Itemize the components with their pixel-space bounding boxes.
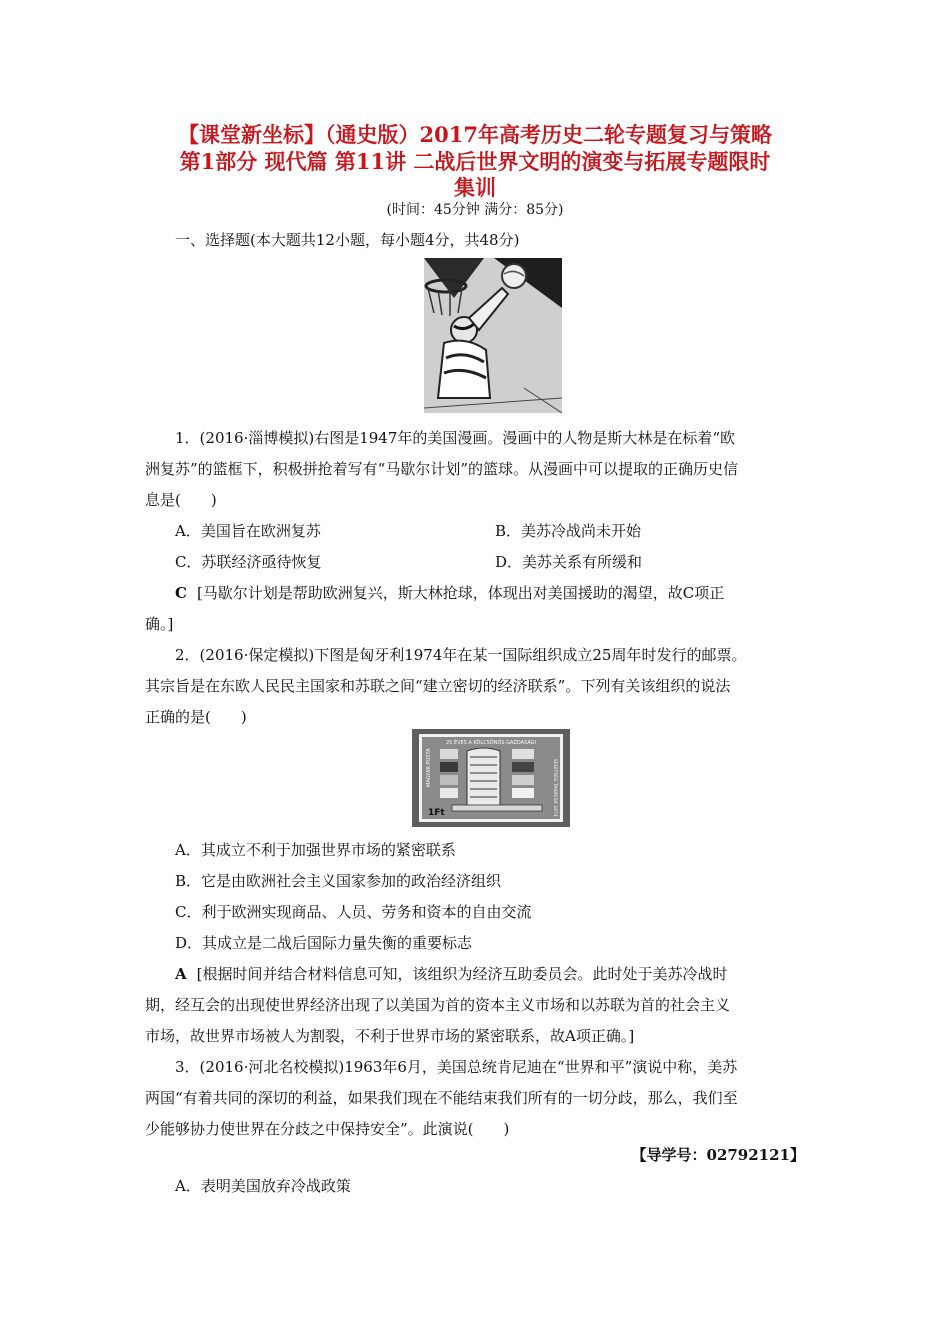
q2-option-d: D．其成立是二战后国际力量失衡的重要标志: [175, 934, 473, 952]
q1-answer-line1: [马歇尔计划是帮助欧洲复兴，斯大林抢球，体现出对美国援助的渴望，故C项正: [196, 584, 725, 602]
q1-option-b: B．美苏冷战尚未开始: [495, 522, 642, 540]
doc-title-line2: 第1部分 现代篇 第11讲 二战后世界文明的演变与拓展专题限时: [179, 149, 771, 174]
q3-line2: 两国“有着共同的深切的利益，如果我们现在不能结束我们所有的一切分歧，那么，我们至: [145, 1089, 738, 1107]
q3-line3: 少能够协力使世界在分歧之中保持安全”。此演说( ): [145, 1120, 510, 1138]
q2-option-c: C．利于欧洲实现商品、人员、劳务和资本的自由交流: [175, 903, 532, 921]
q2-answer-line3: 市场，故世界市场被人为割裂，不利于世界市场的紧密联系，故A项正确。]: [145, 1027, 635, 1045]
q3-line1: 3．(2016·河北名校模拟)1963年6月，美国总统肯尼迪在“世界和平”演说中称，美苏: [175, 1058, 738, 1076]
q1-answer-line2: 确。]: [145, 615, 174, 633]
q3-option-a: A．表明美国放弃冷战政策: [175, 1177, 351, 1195]
section-title: 一、选择题(本大题共12小题，每小题4分，共48分): [175, 231, 520, 249]
q2-line1: 2．(2016·保定模拟)下图是匈牙利1974年在某一国际组织成立25周年时发行的邮票。: [175, 646, 747, 664]
q2-answer-line1: [根据时间并结合材料信息可知，该组织为经济互助委员会。此时处于美苏冷战时: [196, 965, 728, 983]
stamp-left-text: MAGYAR POSTA: [426, 748, 432, 787]
q2-line3: 正确的是( ): [145, 708, 247, 726]
q1-answer-letter: C: [175, 584, 187, 602]
q1-answer: [175, 582, 724, 603]
stamp-top-text: 25 ÉVES A KÖLCSÖNÖS GAZDASÁGI: [445, 740, 537, 746]
q1-line1: 1．(2016·淄博模拟)右图是1947年的美国漫画。漫画中的人物是斯大林是在标着“欧: [175, 429, 736, 447]
stamp-value: 1Ft: [428, 808, 445, 818]
q1-option-c: C．苏联经济亟待恢复: [175, 553, 322, 571]
q2-answer: [175, 963, 728, 984]
guide-code: 【导学号：02792121】: [631, 1146, 805, 1164]
exam-meta: (时间：45分钟 满分：85分): [386, 202, 564, 218]
q1-line3: 息是( ): [145, 491, 217, 509]
q2-option-b: B．它是由欧洲社会主义国家参加的政治经济组织: [175, 872, 502, 890]
doc-title-line3: 集训: [454, 175, 496, 200]
q2-answer-letter: A: [175, 965, 187, 983]
q1-option-a: A．美国旨在欧洲复苏: [175, 522, 321, 540]
q1-option-d: D．美苏关系有所缓和: [495, 553, 643, 571]
doc-title-line1: 【课堂新坐标】（通史版）2017年高考历史二轮专题复习与策略: [178, 122, 772, 147]
q2-answer-line2: 期，经互会的出现使世界经济出现了以美国为首的资本主义市场和以苏联为首的社会主义: [145, 996, 731, 1014]
cartoon-image: [424, 258, 562, 413]
stamp-image: [412, 729, 570, 827]
q2-line2: 其宗旨是在东欧人民民主国家和苏联之间“建立密切的经济联系”。下列有关该组织的说法: [145, 677, 731, 695]
q1-line2: 洲复苏”的篮框下，积极拼抢着写有“马歇尔计划”的篮球。从漫画中可以提取的正确历史信: [145, 460, 739, 478]
stamp-right-text: SEGITSÉG TANÁCSA 1974: [552, 759, 557, 817]
q2-option-a: A．其成立不利于加强世界市场的紧密联系: [175, 841, 456, 859]
